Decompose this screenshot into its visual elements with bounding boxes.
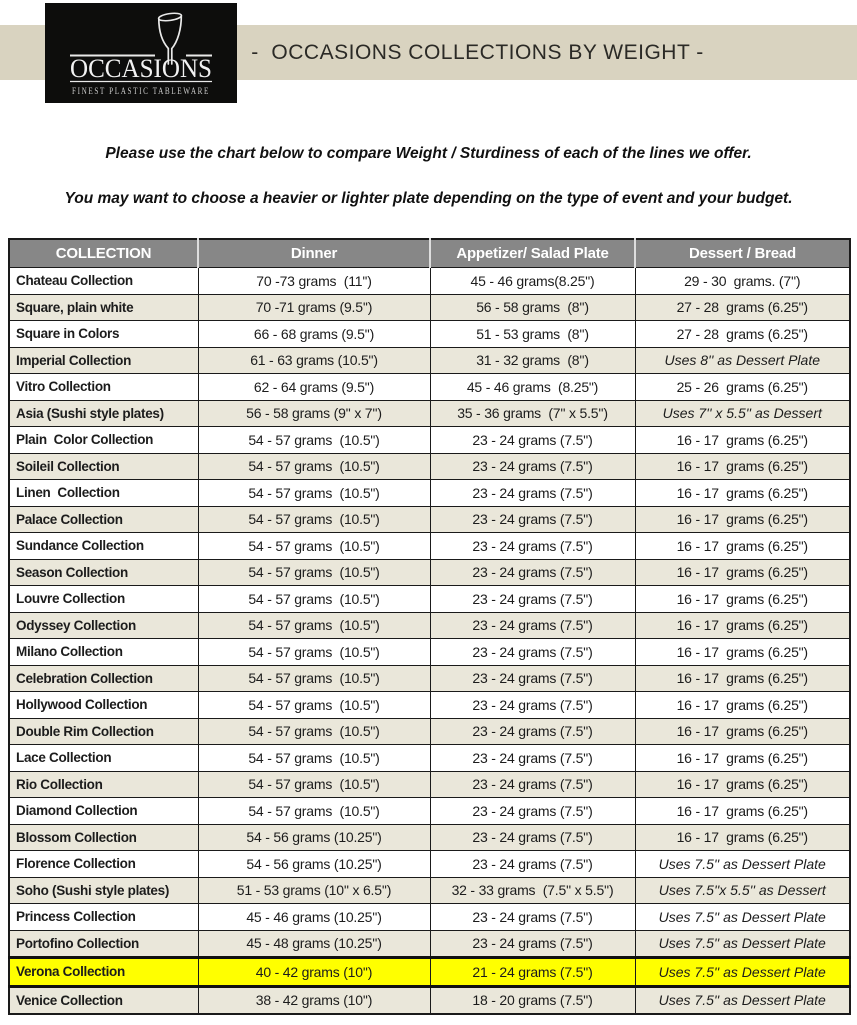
cell-collection-name: Imperial Collection: [9, 347, 198, 374]
cell-dinner-weight: 66 - 68 grams (9.5''): [198, 321, 430, 348]
table-row: [9, 612, 850, 639]
cell-dessert-weight: 16 - 17 grams (6.25"): [635, 533, 850, 560]
cell-collection-name: Chateau Collection: [9, 268, 198, 295]
cell-dessert-weight: Uses 7.5'' as Dessert Plate: [635, 930, 850, 958]
table-row: [9, 665, 850, 692]
page-title: - OCCASIONS COLLECTIONS BY WEIGHT -: [251, 41, 704, 64]
cell-appetizer-weight: 31 - 32 grams (8''): [430, 347, 635, 374]
cell-dinner-weight: 61 - 63 grams (10.5"): [198, 347, 430, 374]
cell-dinner-weight: 54 - 57 grams (10.5"): [198, 586, 430, 613]
cell-appetizer-weight: 23 - 24 grams (7.5''): [430, 480, 635, 507]
table-row: [9, 986, 850, 1014]
table-row: [9, 904, 850, 931]
table-row: [9, 268, 850, 295]
cell-collection-name: Plain Color Collection: [9, 427, 198, 454]
cell-collection-name: Square, plain white: [9, 294, 198, 321]
cell-appetizer-weight: 23 - 24 grams (7.5''): [430, 745, 635, 772]
cell-dessert-weight: 16 - 17 grams (6.25"): [635, 639, 850, 666]
table-row: [9, 480, 850, 507]
cell-collection-name: Florence Collection: [9, 851, 198, 878]
cell-dessert-weight: Uses 7.5'' as Dessert Plate: [635, 904, 850, 931]
cell-appetizer-weight: 23 - 24 grams (7.5''): [430, 586, 635, 613]
table-row: [9, 586, 850, 613]
cell-appetizer-weight: 23 - 24 grams (7.5''): [430, 506, 635, 533]
cell-dinner-weight: 54 - 57 grams (10.5"): [198, 718, 430, 745]
table-row: [9, 798, 850, 825]
cell-appetizer-weight: 21 - 24 grams (7.5''): [430, 958, 635, 987]
cell-dinner-weight: 54 - 57 grams (10.5"): [198, 506, 430, 533]
cell-appetizer-weight: 23 - 24 grams (7.5''): [430, 771, 635, 798]
cell-appetizer-weight: 23 - 24 grams (7.5''): [430, 427, 635, 454]
cell-collection-name: Asia (Sushi style plates): [9, 400, 198, 427]
logo: [45, 3, 237, 103]
cell-dessert-weight: 16 - 17 grams (6.25"): [635, 718, 850, 745]
cell-collection-name: Princess Collection: [9, 904, 198, 931]
cell-appetizer-weight: 23 - 24 grams (7.5''): [430, 692, 635, 719]
cell-collection-name: Verona Collection: [9, 958, 198, 987]
col-header-dessert-bread: Dessert / Bread: [635, 239, 850, 268]
cell-appetizer-weight: 23 - 24 grams (7.5''): [430, 930, 635, 958]
cell-dinner-weight: 54 - 57 grams (10.5"): [198, 692, 430, 719]
table-row: [9, 559, 850, 586]
table-row: [9, 771, 850, 798]
col-header-collection: COLLECTION: [9, 239, 198, 268]
cell-dessert-weight: 16 - 17 grams (6.25"): [635, 824, 850, 851]
cell-collection-name: Sundance Collection: [9, 533, 198, 560]
logo-name: OCCASIONS: [70, 54, 212, 83]
cell-dessert-weight: 16 - 17 grams (6.25"): [635, 745, 850, 772]
cell-dinner-weight: 54 - 57 grams (10.5"): [198, 559, 430, 586]
table-header: [9, 239, 850, 268]
table-row: [9, 824, 850, 851]
col-header-dinner: Dinner: [198, 239, 430, 268]
cell-dinner-weight: 45 - 46 grams (10.25''): [198, 904, 430, 931]
table-row: [9, 851, 850, 878]
intro-line-2: You may want to choose a heavier or lighter plate depending on the type of event and your budget.: [64, 190, 793, 207]
table-row: [9, 347, 850, 374]
cell-dessert-weight: 16 - 17 grams (6.25"): [635, 771, 850, 798]
cell-collection-name: Season Collection: [9, 559, 198, 586]
cell-appetizer-weight: 18 - 20 grams (7.5''): [430, 986, 635, 1014]
cell-dinner-weight: 54 - 57 grams (10.5"): [198, 665, 430, 692]
cell-dinner-weight: 54 - 57 grams (10.5"): [198, 453, 430, 480]
cell-dessert-weight: 16 - 17 grams (6.25"): [635, 586, 850, 613]
cell-collection-name: Portofino Collection: [9, 930, 198, 958]
cell-dinner-weight: 54 - 57 grams (10.5"): [198, 533, 430, 560]
cell-collection-name: Double Rim Collection: [9, 718, 198, 745]
cell-collection-name: Rio Collection: [9, 771, 198, 798]
cell-dinner-weight: 54 - 56 grams (10.25"): [198, 824, 430, 851]
cell-dessert-weight: 25 - 26 grams (6.25"): [635, 374, 850, 401]
cell-collection-name: Soho (Sushi style plates): [9, 877, 198, 904]
table-row: [9, 639, 850, 666]
table-row: [9, 533, 850, 560]
cell-dessert-weight: 16 - 17 grams (6.25"): [635, 453, 850, 480]
cell-dinner-weight: 70 -73 grams (11''): [198, 268, 430, 295]
cell-collection-name: Diamond Collection: [9, 798, 198, 825]
cell-dinner-weight: 54 - 57 grams (10.5"): [198, 745, 430, 772]
cell-collection-name: Odyssey Collection: [9, 612, 198, 639]
cell-dessert-weight: Uses 7'' x 5.5'' as Dessert: [635, 400, 850, 427]
table-row: [9, 294, 850, 321]
table-row: [9, 930, 850, 958]
cell-appetizer-weight: 35 - 36 grams (7'' x 5.5''): [430, 400, 635, 427]
cell-dessert-weight: 16 - 17 grams (6.25"): [635, 427, 850, 454]
table-header-row: [9, 239, 850, 268]
cell-collection-name: Hollywood Collection: [9, 692, 198, 719]
col-header-appetizer-salad: Appetizer/ Salad Plate: [430, 239, 635, 268]
table-row: [9, 745, 850, 772]
cell-dessert-weight: Uses 7.5''x 5.5'' as Dessert: [635, 877, 850, 904]
table-body: [9, 268, 850, 1015]
cell-dessert-weight: 16 - 17 grams (6.25"): [635, 506, 850, 533]
cell-dessert-weight: 16 - 17 grams (6.25"): [635, 798, 850, 825]
cell-collection-name: Lace Collection: [9, 745, 198, 772]
cell-appetizer-weight: 45 - 46 grams (8.25"): [430, 374, 635, 401]
cell-dinner-weight: 45 - 48 grams (10.25''): [198, 930, 430, 958]
cell-appetizer-weight: 23 - 24 grams (7.5''): [430, 612, 635, 639]
cell-dinner-weight: 54 - 57 grams (10.5"): [198, 480, 430, 507]
logo-graphic: [45, 3, 237, 103]
table-row: [9, 877, 850, 904]
cell-appetizer-weight: 23 - 24 grams (7.5''): [430, 533, 635, 560]
cell-dessert-weight: 27 - 28 grams (6.25"): [635, 321, 850, 348]
cell-appetizer-weight: 23 - 24 grams (7.5''): [430, 453, 635, 480]
cell-appetizer-weight: 56 - 58 grams (8''): [430, 294, 635, 321]
cell-dinner-weight: 54 - 57 grams (10.5"): [198, 639, 430, 666]
cell-dessert-weight: 16 - 17 grams (6.25"): [635, 665, 850, 692]
cell-dinner-weight: 54 - 56 grams (10.25"): [198, 851, 430, 878]
cell-appetizer-weight: 32 - 33 grams (7.5'' x 5.5''): [430, 877, 635, 904]
cell-dinner-weight: 40 - 42 grams (10''): [198, 958, 430, 987]
logo-tagline: FINEST PLASTIC TABLEWARE: [72, 86, 210, 96]
cell-dinner-weight: 54 - 57 grams (10.5"): [198, 427, 430, 454]
table-row: [9, 692, 850, 719]
cell-appetizer-weight: 23 - 24 grams (7.5''): [430, 824, 635, 851]
table-row: [9, 506, 850, 533]
cell-dinner-weight: 38 - 42 grams (10''): [198, 986, 430, 1014]
cell-collection-name: Blossom Collection: [9, 824, 198, 851]
cell-collection-name: Palace Collection: [9, 506, 198, 533]
cell-dessert-weight: 16 - 17 grams (6.25"): [635, 559, 850, 586]
weight-comparison-table: [8, 238, 851, 1015]
cell-collection-name: Louvre Collection: [9, 586, 198, 613]
cell-collection-name: Square in Colors: [9, 321, 198, 348]
cell-appetizer-weight: 51 - 53 grams (8''): [430, 321, 635, 348]
cell-dinner-weight: 54 - 57 grams (10.5"): [198, 798, 430, 825]
cell-dessert-weight: 27 - 28 grams (6.25"): [635, 294, 850, 321]
cell-collection-name: Celebration Collection: [9, 665, 198, 692]
cell-dinner-weight: 56 - 58 grams (9'' x 7''): [198, 400, 430, 427]
intro-line-1: Please use the chart below to compare Weight / Sturdiness of each of the lines we offer.: [105, 145, 752, 162]
cell-dessert-weight: Uses 8'' as Dessert Plate: [635, 347, 850, 374]
table-row: [9, 427, 850, 454]
cell-collection-name: Soileil Collection: [9, 453, 198, 480]
cell-dinner-weight: 62 - 64 grams (9.5''): [198, 374, 430, 401]
cell-appetizer-weight: 23 - 24 grams (7.5''): [430, 665, 635, 692]
cell-dessert-weight: 16 - 17 grams (6.25"): [635, 480, 850, 507]
cell-dessert-weight: 29 - 30 grams. (7''): [635, 268, 850, 295]
cell-collection-name: Venice Collection: [9, 986, 198, 1014]
cell-dessert-weight: Uses 7.5'' as Dessert Plate: [635, 958, 850, 987]
cell-appetizer-weight: 23 - 24 grams (7.5''): [430, 798, 635, 825]
cell-collection-name: Vitro Collection: [9, 374, 198, 401]
cell-dinner-weight: 70 -71 grams (9.5''): [198, 294, 430, 321]
table-row: [9, 718, 850, 745]
cell-dessert-weight: Uses 7.5'' as Dessert Plate: [635, 986, 850, 1014]
cell-dessert-weight: 16 - 17 grams (6.25"): [635, 612, 850, 639]
cell-collection-name: Milano Collection: [9, 639, 198, 666]
table-row: [9, 453, 850, 480]
cell-dessert-weight: 16 - 17 grams (6.25"): [635, 692, 850, 719]
cell-appetizer-weight: 23 - 24 grams (7.5''): [430, 559, 635, 586]
cell-dessert-weight: Uses 7.5'' as Dessert Plate: [635, 851, 850, 878]
cell-appetizer-weight: 23 - 24 grams (7.5''): [430, 851, 635, 878]
cell-appetizer-weight: 23 - 24 grams (7.5''): [430, 639, 635, 666]
table-row: [9, 400, 850, 427]
cell-appetizer-weight: 23 - 24 grams (7.5''): [430, 904, 635, 931]
table-row: [9, 958, 850, 987]
cell-dinner-weight: 54 - 57 grams (10.5"): [198, 771, 430, 798]
cell-dinner-weight: 54 - 57 grams (10.5"): [198, 612, 430, 639]
table-row: [9, 321, 850, 348]
cell-dinner-weight: 51 - 53 grams (10'' x 6.5''): [198, 877, 430, 904]
cell-collection-name: Linen Collection: [9, 480, 198, 507]
cell-appetizer-weight: 45 - 46 grams(8.25"): [430, 268, 635, 295]
table-row: [9, 374, 850, 401]
cell-appetizer-weight: 23 - 24 grams (7.5''): [430, 718, 635, 745]
